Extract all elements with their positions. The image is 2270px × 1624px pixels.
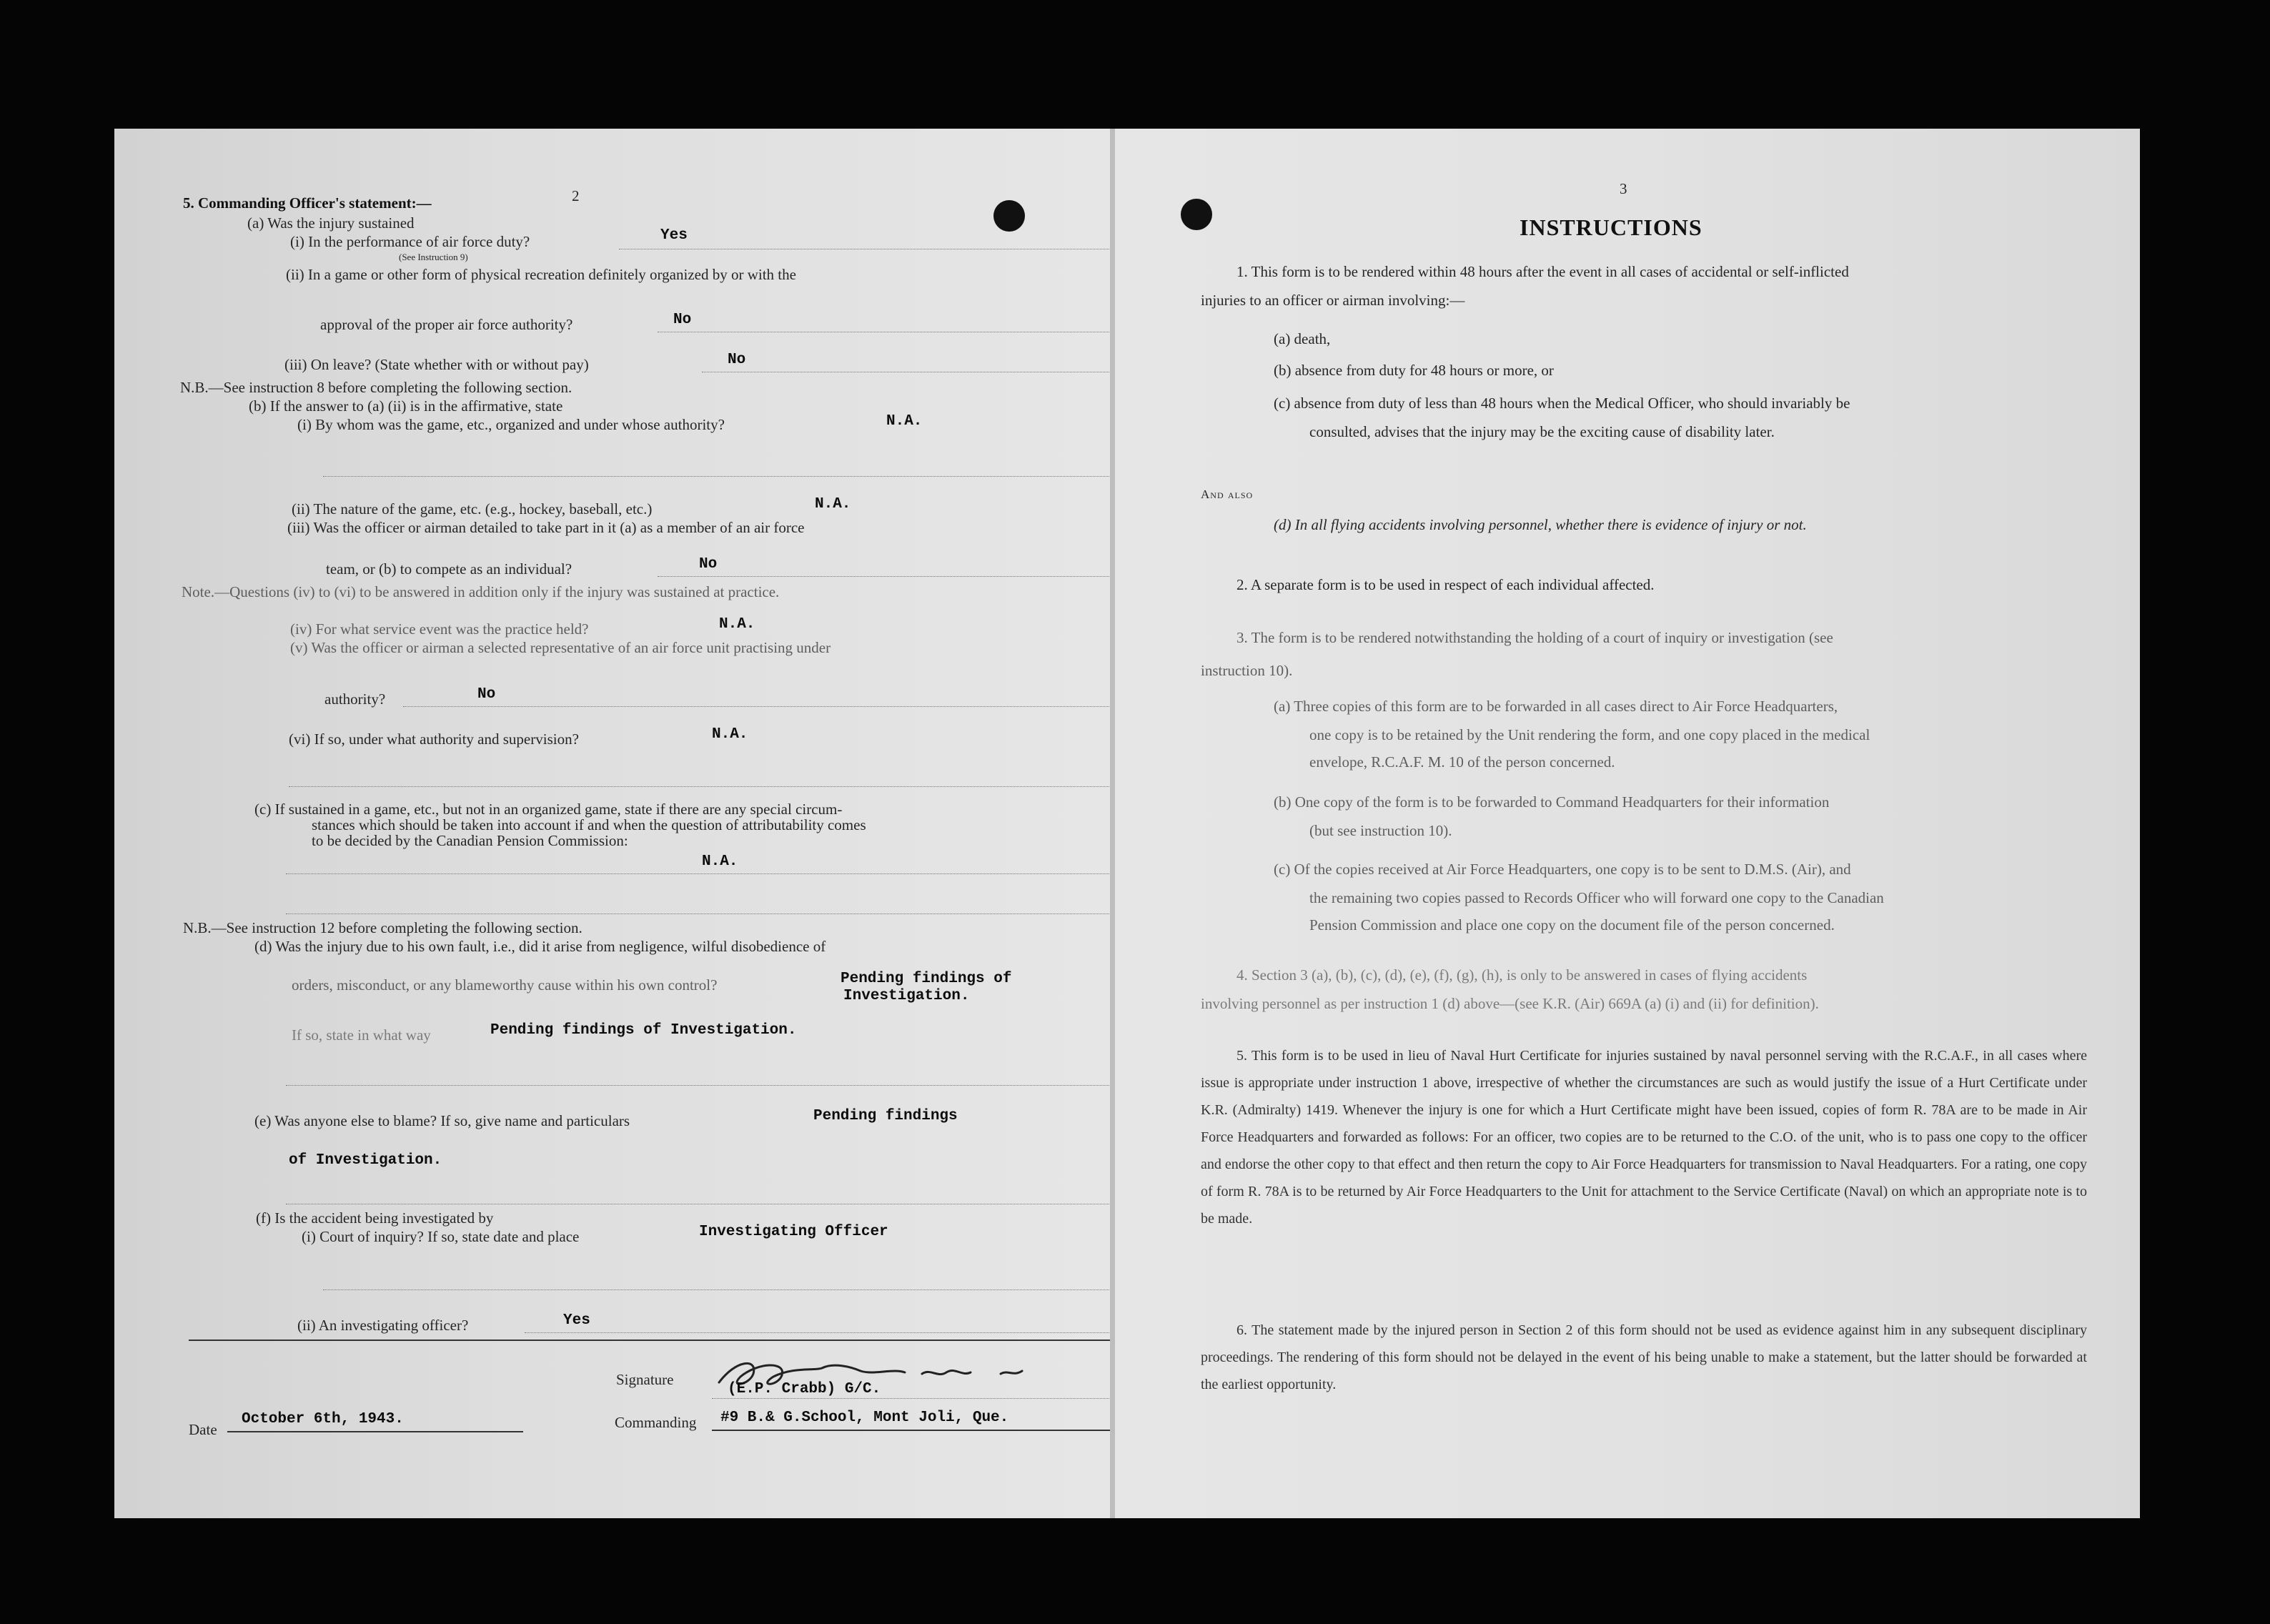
instruction-3c-line3: Pension Commission and place one copy on the document file of the person concerned. <box>1309 916 1835 934</box>
question-a-ii-line2: approval of the proper air force authority? <box>320 316 573 333</box>
and-also-heading: And also <box>1201 487 1254 501</box>
instruction-1d: (d) In all flying accidents involving personnel, whether there is evidence of injury or not. <box>1274 516 1807 533</box>
answer-b-i: N.A. <box>886 413 923 430</box>
answer-e-line1: Pending findings <box>813 1108 958 1124</box>
answer-d-line2: Investigation. <box>843 988 970 1004</box>
page-number: 3 <box>1620 180 1627 197</box>
question-a-iii: (iii) On leave? (State whether with or without pay) <box>284 356 589 373</box>
signature-line <box>712 1398 1115 1399</box>
instructions-title: INSTRUCTIONS <box>1520 214 1702 240</box>
answer-a-iii: No <box>728 352 746 368</box>
answer-line <box>323 1289 1115 1290</box>
instruction-4-line1: 4. Section 3 (a), (b), (c), (d), (e), (f), (g), (h), is only to be answered in cases of flying accidents <box>1236 966 1808 984</box>
instruction-3c-line1: (c) Of the copies received at Air Force Headquarters, one copy is to be sent to D.M.S. (Air), and <box>1274 861 1851 878</box>
answer-f-ii: Yes <box>563 1312 590 1329</box>
instruction-3a-line2: one copy is to be retained by the Unit rendering the form, and one copy placed in the medical <box>1309 726 1870 743</box>
section-divider <box>189 1340 1115 1341</box>
answer-b-ii: N.A. <box>815 496 851 513</box>
question-f-ii: (ii) An investigating officer? <box>297 1317 469 1334</box>
answer-f-i: Investigating Officer <box>699 1224 888 1240</box>
instruction-5: 5. This form is to be used in lieu of Naval Hurt Certificate for injuries sustained by naval personnel serving with the R.C.A.F., in all cases where issue is appropriate under instruction 1 above, irrespective of whether the circumstances are such as would justify the issue of a Hurt Certificate under K.R. (Admiralty) 1419. Whenever the injury is one for which a Hurt Certificate might have been issued, copies of form R. 78A are to be made in Air Force Headquarters and forwarded as follows: For an officer, two copies are to be returned to the C.O. of the unit, who is to pass one copy to the officer and endorse the other copy to that effect and then return the copy to Air Force Headquarters for transmission to Naval Headquarters. For a rating, one copy of form R. 78A is to be returned by Air Force Headquarters to the Unit for attachment to the Service Certificate (Naval) on which an appropriate note is to be made. <box>1201 1048 2087 1227</box>
question-d-way: If so, state in what way <box>292 1026 431 1044</box>
question-a-ii-line1: (ii) In a game or other form of physical recreation definitely organized by or with the <box>286 266 796 283</box>
signature-label: Signature <box>616 1371 674 1388</box>
commanding-unit: #9 B.& G.School, Mont Joli, Que. <box>720 1410 1009 1426</box>
question-c-line3: to be decided by the Canadian Pension Commission: <box>312 832 628 849</box>
instruction-1-line2: injuries to an officer or airman involving:— <box>1201 292 1465 309</box>
answer-line <box>525 1332 1115 1333</box>
question-a-i: (i) In the performance of air force duty? <box>290 233 530 250</box>
binder-hole <box>993 200 1025 232</box>
question-f-label: (f) Is the accident being investigated by <box>256 1209 494 1227</box>
nb-instruction-12: N.B.—See instruction 12 before completing the following section. <box>183 919 583 936</box>
answer-e-line2: of Investigation. <box>289 1152 442 1169</box>
instruction-6: 6. The statement made by the injured person in Section 2 of this form should not be used as evidence against him in any subsequent disciplinary proceedings. The rendering of this form should not be delayed in the event of his being unable to make a statement, but the latter should be forwarded at the earliest opportunity. <box>1201 1322 2087 1392</box>
instruction-3c-line2: the remaining two copies passed to Records Officer who will forward one copy to the Canadian <box>1309 889 1884 906</box>
section-5-title: 5. Commanding Officer's statement:— <box>183 194 432 212</box>
answer-b-iv: N.A. <box>719 616 755 633</box>
question-b-iii-line2: team, or (b) to compete as an individual? <box>326 560 573 578</box>
date-line <box>227 1431 523 1432</box>
question-d-line2: orders, misconduct, or any blameworthy cause within his own control? <box>292 976 718 994</box>
question-b-iv: (iv) For what service event was the practice held? <box>290 620 589 638</box>
instruction-1-line1: 1. This form is to be rendered within 48 hours after the event in all cases of accidental or self-inflicted <box>1236 263 1849 280</box>
answer-b-vi: N.A. <box>712 726 748 743</box>
date-value: October 6th, 1943. <box>242 1411 404 1427</box>
practice-note: Note.—Questions (iv) to (vi) to be answered in addition only if the injury was sustained at practice. <box>182 583 780 600</box>
question-b-vi: (vi) If so, under what authority and supervision? <box>289 731 579 748</box>
instruction-2: 2. A separate form is to be used in respect of each individual affected. <box>1236 576 1655 593</box>
instruction-1c-line2: consulted, advises that the injury may be the exciting cause of disability later. <box>1309 423 1775 440</box>
question-b-ii: (ii) The nature of the game, etc. (e.g., hockey, baseball, etc.) <box>292 500 653 518</box>
question-b-iii-line1: (iii) Was the officer or airman detailed to take part in it (a) as a member of an air force <box>287 519 805 536</box>
instruction-1c-line1: (c) absence from duty of less than 48 hours when the Medical Officer, who should invariably be <box>1274 395 1850 412</box>
question-d-line1: (d) Was the injury due to his own fault, i.e., did it arise from negligence, wilful disobedience of <box>254 938 826 955</box>
instruction-3a-line1: (a) Three copies of this form are to be forwarded in all cases direct to Air Force Headquarters, <box>1274 698 1838 715</box>
instruction-3-line2: instruction 10). <box>1201 662 1293 679</box>
question-e: (e) Was anyone else to blame? If so, give name and particulars <box>254 1112 630 1129</box>
instruction-1a: (a) death, <box>1274 330 1331 347</box>
instructions-page-right <box>1115 129 2140 1518</box>
answer-line <box>286 873 1115 874</box>
signature-typed-name: (E.P. Crabb) G/C. <box>728 1381 881 1397</box>
commanding-label: Commanding <box>615 1414 697 1431</box>
answer-line <box>403 706 1115 707</box>
binder-hole <box>1181 199 1212 230</box>
instruction-3b-line1: (b) One copy of the form is to be forwarded to Command Headquarters for their information <box>1274 793 1830 811</box>
answer-b-v: No <box>477 686 496 703</box>
instruction-1b: (b) absence from duty for 48 hours or more, or <box>1274 362 1554 379</box>
question-c-line2: stances which should be taken into account if and when the question of attributability comes <box>312 816 866 833</box>
question-b-v-line2: authority? <box>324 690 386 708</box>
question-b-label: (b) If the answer to (a) (ii) is in the affirmative, state <box>249 397 563 415</box>
answer-a-i: Yes <box>660 227 688 244</box>
answer-line <box>286 1085 1115 1086</box>
answer-c: N.A. <box>702 853 738 870</box>
answer-d-line1: Pending findings of <box>841 971 1012 987</box>
instruction-3a-line3: envelope, R.C.A.F. M. 10 of the person concerned. <box>1309 753 1615 771</box>
instruction-4-line2: involving personnel as per instruction 1 (d) above—(see K.R. (Air) 669A (a) (i) and (ii) for definition). <box>1201 995 1819 1012</box>
question-b-i: (i) By whom was the game, etc., organized and under whose authority? <box>297 416 725 433</box>
question-f-i: (i) Court of inquiry? If so, state date and place <box>302 1228 580 1245</box>
answer-line <box>658 576 1115 577</box>
page-number: 2 <box>572 187 580 204</box>
date-label: Date <box>189 1421 217 1438</box>
instruction-3-line1: 3. The form is to be rendered notwithstanding the holding of a court of inquiry or investigation (see <box>1236 629 1833 646</box>
answer-a-ii: No <box>673 312 692 328</box>
see-instruction-note: (See Instruction 9) <box>399 252 468 262</box>
instruction-3b-line2: (but see instruction 10). <box>1309 822 1452 839</box>
nb-instruction-8: N.B.—See instruction 8 before completing the following section. <box>180 379 573 396</box>
question-b-v-line1: (v) Was the officer or airman a selected representative of an air force unit practising under <box>290 639 831 656</box>
commanding-line <box>712 1430 1115 1431</box>
form-page-left <box>114 129 1115 1518</box>
question-a-label: (a) Was the injury sustained <box>247 214 415 232</box>
answer-d-way: Pending findings of Investigation. <box>490 1022 797 1039</box>
answer-line <box>323 476 1115 477</box>
answer-b-iii: No <box>699 556 718 573</box>
question-c-line1: (c) If sustained in a game, etc., but not in an organized game, state if there are any special circum- <box>254 801 843 818</box>
answer-line <box>289 786 1115 787</box>
